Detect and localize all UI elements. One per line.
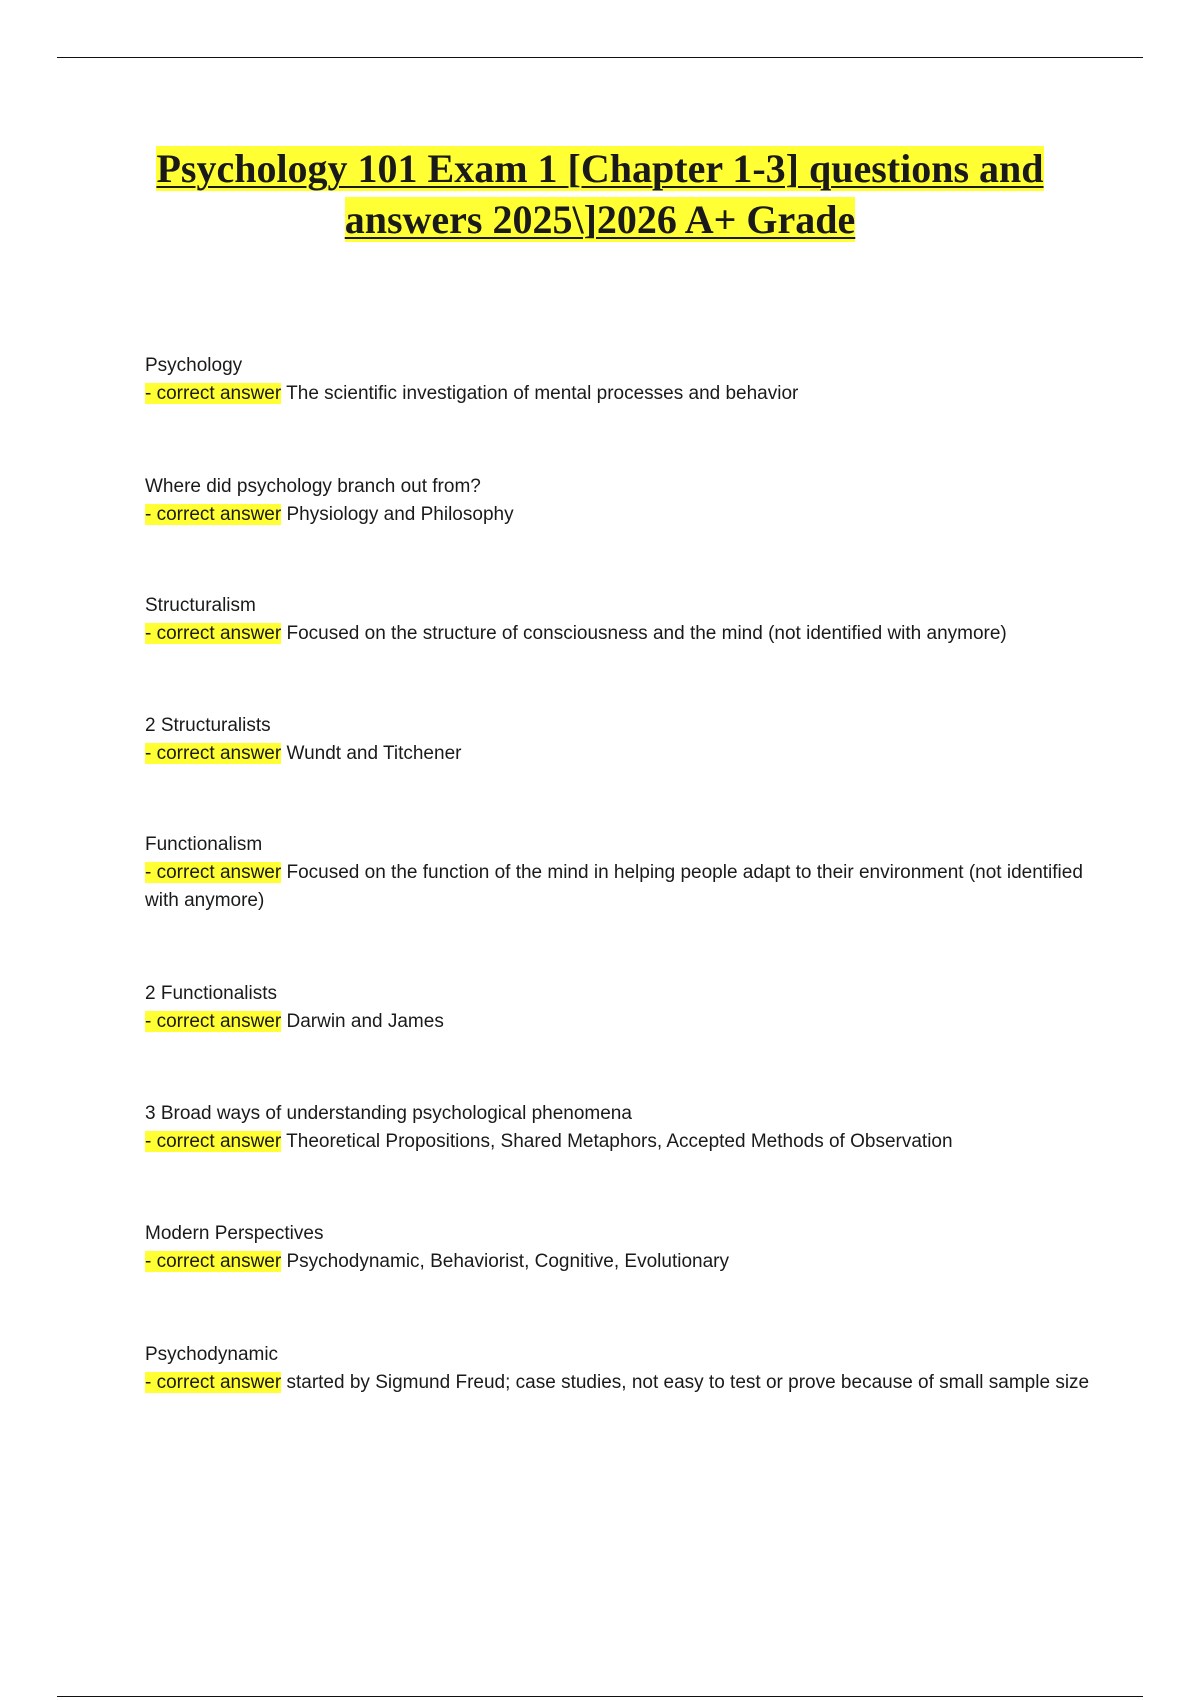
bottom-rule	[57, 1696, 1143, 1697]
answer-text: Wundt and Titchener	[286, 743, 462, 764]
document-title	[110, 143, 1090, 245]
qa-item	[145, 592, 1090, 712]
qa-term: Where did psychology branch out from?	[145, 476, 481, 497]
qa-item	[145, 980, 1090, 1100]
answer-text: Darwin and James	[286, 1011, 444, 1032]
answer-marker: - correct answer	[145, 623, 282, 644]
qa-answer	[145, 380, 1090, 408]
answer-text: Theoretical Propositions, Shared Metaphors, Accepted Methods of Observation	[286, 1131, 953, 1152]
answer-marker: - correct answer	[145, 1372, 282, 1393]
qa-answer	[145, 1248, 1090, 1276]
answer-text: Psychodynamic, Behaviorist, Cognitive, Evolutionary	[286, 1251, 729, 1272]
qa-answer	[145, 1008, 1090, 1036]
qa-term: 2 Structuralists	[145, 715, 271, 736]
answer-text: started by Sigmund Freud; case studies, not easy to test or prove because of small sample size	[286, 1372, 1090, 1393]
top-rule	[57, 57, 1143, 58]
answer-text: The scientific investigation of mental processes and behavior	[286, 383, 799, 404]
qa-term: Psychology	[145, 355, 243, 376]
answer-marker: - correct answer	[145, 1011, 282, 1032]
qa-item	[145, 352, 1090, 473]
qa-answer	[145, 740, 1090, 768]
qa-answer	[145, 1369, 1090, 1397]
answer-marker: - correct answer	[145, 504, 282, 525]
qa-list	[145, 352, 1090, 1397]
answer-text: Focused on the structure of consciousness and the mind (not identified with anymore)	[286, 623, 1007, 644]
qa-item	[145, 1220, 1090, 1341]
qa-term: Modern Perspectives	[145, 1223, 324, 1244]
qa-term: 2 Functionalists	[145, 983, 278, 1004]
qa-item	[145, 1341, 1090, 1397]
answer-marker: - correct answer	[145, 1251, 282, 1272]
answer-text: Focused on the function of the mind in helping people adapt to their environment (not identified with anymore)	[145, 862, 1083, 911]
qa-term: Structuralism	[145, 595, 256, 616]
qa-term: Functionalism	[145, 834, 263, 855]
qa-item	[145, 831, 1090, 980]
answer-marker: - correct answer	[145, 383, 282, 404]
qa-item	[145, 712, 1090, 831]
answer-marker: - correct answer	[145, 862, 282, 883]
answer-marker: - correct answer	[145, 743, 282, 764]
qa-term: 3 Broad ways of understanding psychological phenomena	[145, 1103, 632, 1124]
answer-text: Physiology and Philosophy	[286, 504, 514, 525]
qa-answer	[145, 859, 1090, 915]
qa-item	[145, 1100, 1090, 1220]
qa-answer	[145, 620, 1090, 648]
qa-answer	[145, 1128, 1090, 1156]
qa-answer	[145, 501, 1090, 529]
answer-marker: - correct answer	[145, 1131, 282, 1152]
qa-term: Psychodynamic	[145, 1344, 279, 1365]
qa-item	[145, 473, 1090, 592]
document-title-text: Psychology 101 Exam 1 [Chapter 1-3] questions and answers 2025\]2026 A+ Grade	[156, 146, 1044, 242]
